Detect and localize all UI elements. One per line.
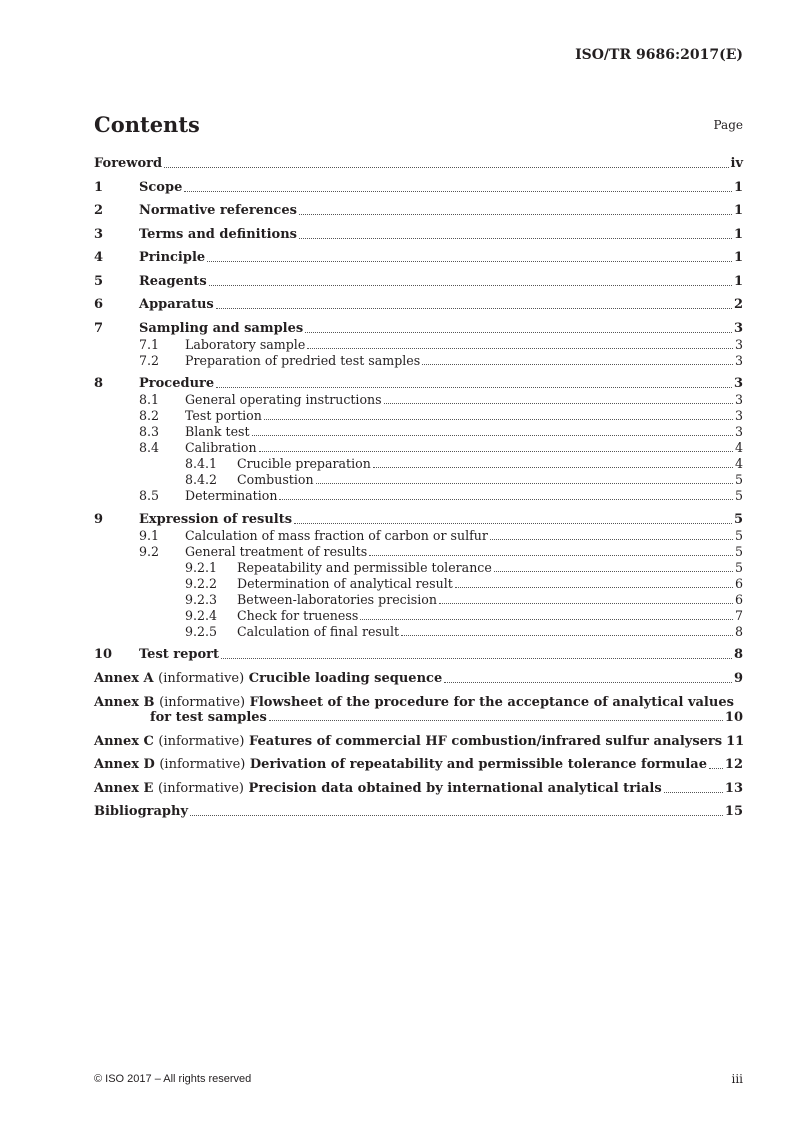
toc-entry-8-1[interactable] — [94, 392, 743, 408]
dot-leader — [259, 450, 733, 452]
toc-title: Blank test — [185, 424, 250, 439]
toc-title: Test report — [139, 647, 220, 662]
toc-page: 3 — [734, 392, 743, 407]
dot-leader — [279, 498, 733, 500]
toc-title: Normative references — [139, 203, 297, 218]
toc-entry-9-2-4[interactable] — [94, 608, 743, 624]
toc-number: 7 — [94, 320, 104, 336]
toc-number: 9.2 — [139, 543, 160, 559]
annex-type: (informative) — [159, 695, 246, 710]
toc-page: 5 — [733, 511, 743, 527]
toc-number: 2 — [94, 203, 104, 218]
dot-leader — [216, 307, 732, 309]
toc-number: 9.2.1 — [185, 559, 218, 575]
toc-title: Sampling and samples — [139, 320, 304, 336]
toc-entry-9-1[interactable] — [94, 528, 743, 544]
toc-page: 3 — [734, 336, 743, 352]
dot-leader — [207, 260, 732, 262]
toc-entry-1[interactable] — [94, 172, 743, 196]
toc-title: General operating instructions — [185, 392, 382, 407]
toc-title — [94, 695, 734, 710]
toc-title: Reagents — [139, 273, 207, 289]
toc-number: 9 — [94, 511, 104, 527]
toc-page: 1 — [733, 203, 743, 218]
toc-page: 5 — [734, 527, 743, 543]
toc-entry-8-3[interactable] — [94, 424, 743, 440]
page-column-label: Page — [713, 118, 743, 132]
toc-entry-8-5[interactable] — [94, 488, 743, 504]
annex-label: Annex D — [94, 757, 155, 772]
dot-leader — [294, 522, 732, 524]
dot-leader — [305, 331, 732, 333]
dot-leader — [216, 386, 732, 388]
annex-type: (informative) — [157, 780, 245, 796]
toc-page: 3 — [733, 320, 743, 336]
toc-title — [94, 781, 662, 797]
toc-number: 6 — [94, 297, 104, 312]
toc-entry-8-4-2[interactable] — [94, 472, 743, 488]
toc-title: Foreword — [94, 156, 163, 171]
toc-number: 8.4.2 — [185, 472, 218, 487]
toc-page: 3 — [733, 376, 743, 391]
toc-title: Determination of analytical result — [237, 575, 453, 591]
dot-leader — [369, 554, 733, 556]
toc-page: 1 — [733, 250, 743, 265]
toc-entry-9-2-1[interactable] — [94, 560, 743, 576]
toc-entry-9-2-5[interactable] — [94, 624, 743, 640]
toc-number: 8.3 — [139, 424, 160, 439]
toc-title: Combustion — [237, 472, 314, 487]
toc-page: 1 — [733, 226, 743, 242]
toc-title: Procedure — [139, 376, 215, 391]
dot-leader — [307, 347, 733, 349]
toc-number: 1 — [94, 179, 104, 195]
toc-title: Bibliography — [94, 804, 189, 819]
dot-leader — [184, 190, 732, 192]
toc-number: 3 — [94, 226, 104, 242]
annex-label: Annex C — [94, 733, 154, 749]
toc-number: 8.4 — [139, 440, 160, 455]
dot-leader — [360, 618, 733, 620]
toc-number: 4 — [94, 250, 104, 265]
toc-entry-9-2[interactable] — [94, 544, 743, 560]
toc-page: 10 — [724, 710, 743, 725]
toc-page: 5 — [734, 543, 743, 559]
toc-entry-bibliography[interactable] — [94, 797, 743, 821]
toc-number: 8.1 — [139, 392, 160, 407]
dot-leader — [164, 166, 728, 168]
toc-page: 8 — [734, 623, 743, 639]
toc-entry-9[interactable] — [94, 504, 743, 528]
toc-entry-annex-a[interactable] — [94, 663, 743, 687]
toc-entry-2[interactable] — [94, 196, 743, 220]
dot-leader — [316, 482, 733, 484]
toc-entry-8-4-1[interactable] — [94, 456, 743, 472]
toc-number: 10 — [94, 647, 113, 662]
dot-leader — [384, 402, 733, 404]
toc-page: 3 — [734, 424, 743, 439]
dot-leader — [494, 570, 733, 572]
toc-entry-annex-d[interactable] — [94, 750, 743, 774]
dot-leader — [299, 213, 732, 215]
annex-title-line2: for test samples — [150, 710, 267, 725]
toc-entry-8-2[interactable] — [94, 408, 743, 424]
dot-leader — [490, 538, 733, 540]
toc-number: 9.2.2 — [185, 575, 218, 591]
toc-page: 1 — [733, 179, 743, 195]
toc-title: Scope — [139, 179, 183, 195]
toc-title: Repeatability and permissible tolerance — [237, 559, 492, 575]
dot-leader — [664, 791, 723, 793]
toc-page: 7 — [734, 607, 743, 623]
toc-page: 4 — [734, 456, 743, 471]
toc-title — [94, 671, 442, 687]
toc-title: Calibration — [185, 440, 257, 455]
annex-type: (informative) — [159, 757, 246, 772]
toc-entry-8-4[interactable] — [94, 440, 743, 456]
toc-title: Calculation of final result — [237, 623, 400, 639]
toc-page: 1 — [733, 273, 743, 289]
toc-entry-9-2-3[interactable] — [94, 592, 743, 608]
annex-label: Annex B — [94, 695, 155, 710]
dot-leader — [264, 418, 733, 420]
toc-page: 4 — [734, 440, 743, 455]
toc-page: 9 — [733, 670, 743, 686]
toc-title: Apparatus — [139, 297, 214, 312]
toc-number: 9.1 — [139, 527, 160, 543]
toc-page: 5 — [734, 559, 743, 575]
toc-title: Preparation of predried test samples — [185, 352, 421, 368]
dot-leader — [252, 434, 733, 436]
page-number: iii — [731, 1072, 743, 1086]
annex-type: (informative) — [158, 733, 245, 749]
toc-entry-annex-e[interactable] — [94, 773, 743, 797]
dot-leader — [299, 237, 732, 239]
toc-number: 9.2.3 — [185, 591, 218, 607]
toc-page: 5 — [734, 488, 743, 503]
annex-title: Features of commercial HF combustion/infrared sulfur analysers — [248, 733, 723, 749]
toc-entry-4[interactable] — [94, 243, 743, 267]
contents-heading: Contents — [94, 112, 200, 137]
toc-number: 8 — [94, 376, 104, 391]
toc-entry-annex-b[interactable] — [94, 687, 743, 727]
dot-leader — [373, 466, 733, 468]
toc-title: Determination — [185, 488, 278, 503]
toc-page: 3 — [734, 408, 743, 423]
toc-page: 12 — [724, 757, 743, 772]
toc-number: 7.2 — [139, 352, 160, 368]
toc-entry-8[interactable] — [94, 369, 743, 393]
toc-entry-9-2-2[interactable] — [94, 576, 743, 592]
dot-leader — [709, 767, 723, 769]
toc-page: 2 — [733, 297, 743, 312]
dot-leader — [221, 657, 732, 659]
toc-entry-7[interactable] — [94, 313, 743, 337]
document-reference: ISO/TR 9686:2017(E) — [575, 47, 743, 63]
toc-title — [94, 757, 707, 773]
annex-type: (informative) — [158, 670, 245, 686]
toc-page: 15 — [724, 804, 743, 819]
toc-page: 11 — [726, 733, 745, 749]
annex-title: Derivation of repeatability and permissible tolerance formulae — [249, 757, 707, 772]
toc-title: Principle — [139, 250, 206, 265]
toc-number: 5 — [94, 273, 104, 289]
annex-label: Annex E — [94, 780, 154, 796]
dot-leader — [444, 681, 732, 683]
toc-number: 9.2.4 — [185, 607, 218, 623]
toc-entry-7-2[interactable] — [94, 353, 743, 369]
toc-entry-foreword[interactable] — [94, 156, 743, 172]
dot-leader — [422, 363, 733, 365]
annex-title-line1: Flowsheet of the procedure for the acceptance of analytical values — [249, 695, 734, 710]
toc-number: 8.4.1 — [185, 456, 218, 471]
toc-title: Test portion — [185, 408, 262, 423]
annex-label: Annex A — [94, 670, 154, 686]
toc-entry-annex-c[interactable] — [94, 726, 743, 750]
toc-title — [94, 734, 722, 750]
toc-title: Crucible preparation — [237, 456, 371, 471]
toc-page: 6 — [734, 591, 743, 607]
toc-title: Check for trueness — [237, 607, 359, 623]
toc-page: 8 — [733, 647, 743, 662]
dot-leader — [190, 814, 723, 816]
toc-title: General treatment of results — [185, 543, 368, 559]
dot-leader — [455, 586, 733, 588]
toc-page: 13 — [724, 780, 743, 796]
toc-entry-7-1[interactable] — [94, 337, 743, 353]
toc-title: Laboratory sample — [185, 336, 306, 352]
annex-title: Precision data obtained by international analytical trials — [248, 780, 662, 796]
toc-page: iv — [730, 156, 743, 171]
toc-title: Calculation of mass fraction of carbon or sulfur — [185, 527, 488, 543]
toc-number: 8.2 — [139, 408, 160, 423]
toc-page: 5 — [734, 472, 743, 487]
toc-entry-10[interactable] — [94, 640, 743, 664]
toc-entry-3[interactable] — [94, 219, 743, 243]
toc-title: Expression of results — [139, 511, 293, 527]
toc-entry-5[interactable] — [94, 266, 743, 290]
annex-title: Crucible loading sequence — [248, 670, 443, 686]
dot-leader — [269, 719, 723, 721]
copyright-notice: © ISO 2017 – All rights reserved — [94, 1073, 252, 1085]
dot-leader — [439, 602, 733, 604]
toc-number: 9.2.5 — [185, 623, 218, 639]
toc-entry-6[interactable] — [94, 290, 743, 314]
toc-page: 3 — [734, 352, 743, 368]
dot-leader — [401, 634, 733, 636]
toc-number: 8.5 — [139, 488, 160, 503]
toc-page: 6 — [734, 575, 743, 591]
toc-title: Terms and definitions — [139, 226, 297, 242]
table-of-contents — [94, 156, 743, 820]
dot-leader — [209, 284, 732, 286]
toc-title: Between-laboratories precision — [237, 591, 437, 607]
toc-number: 7.1 — [139, 336, 160, 352]
